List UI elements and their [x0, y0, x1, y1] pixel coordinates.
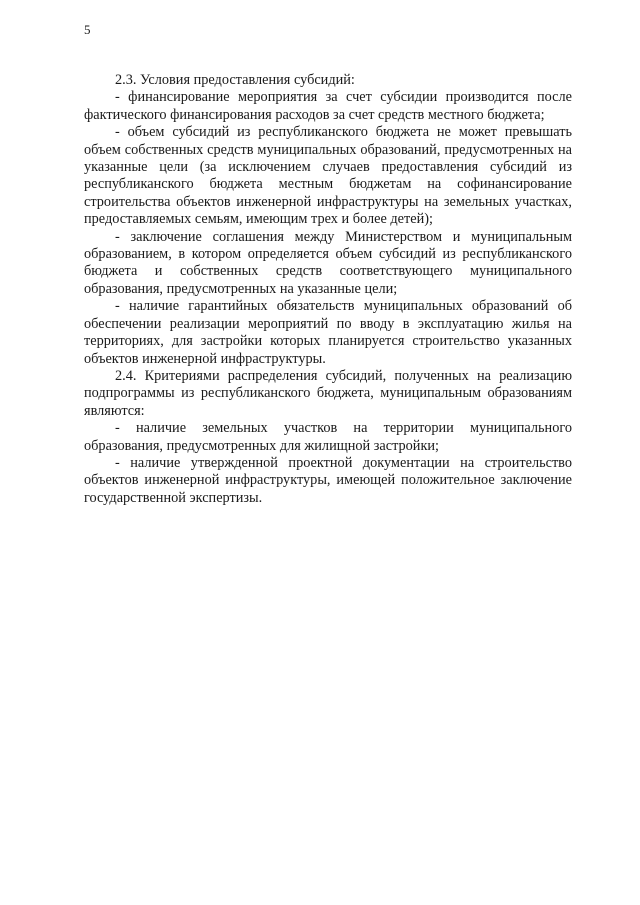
list-item-project-docs: - наличие утвержденной проектной документации на строительство объектов инженерной инфраструктуры, имеющей положительное заключение государственной экспертизы. — [84, 454, 572, 506]
list-item-land-plots: - наличие земельных участков на территории муниципального образования, предусмотренных для жилищной застройки; — [84, 420, 572, 454]
section-heading-2-4: 2.4. Критериями распределения субсидий, полученных на реализацию подпрограммы из республиканского бюджета, муниципальным образованиям являются: — [84, 367, 572, 419]
list-item-subsidy-volume: - объем субсидий из республиканского бюджета не может превышать объем собственных средств муниципальных образований, предусмотренных на указанные цели (за исключением случаев предоставления субсидий из республиканского бюджета местным бюджетам на софинансирование строительства объектов инженерной инфраструктуры на земельных участках, предоставляемых семьям, имеющим трех и более детей); — [84, 124, 572, 228]
list-item-financing: - финансирование мероприятия за счет субсидии производится после фактического финансирования расходов за счет средств местного бюджета; — [84, 89, 572, 123]
page-number: 5 — [84, 22, 91, 37]
section-heading-2-3: 2.3. Условия предоставления субсидий: — [115, 72, 355, 88]
document-body — [84, 72, 572, 507]
list-item-guarantees: - наличие гарантийных обязательств муниципальных образований об обеспечении реализации мероприятий по вводу в эксплуатацию жилья на территориях, для застройки которых планируется строительство указанных объектов инженерной инфраструктуры. — [84, 298, 572, 367]
list-item-agreement: - заключение соглашения между Министерством и муниципальным образованием, в котором определяется объем субсидий из республиканского бюджета и собственных средств соответствующего муниципального образования, предусмотренных на указанные цели; — [84, 228, 572, 297]
